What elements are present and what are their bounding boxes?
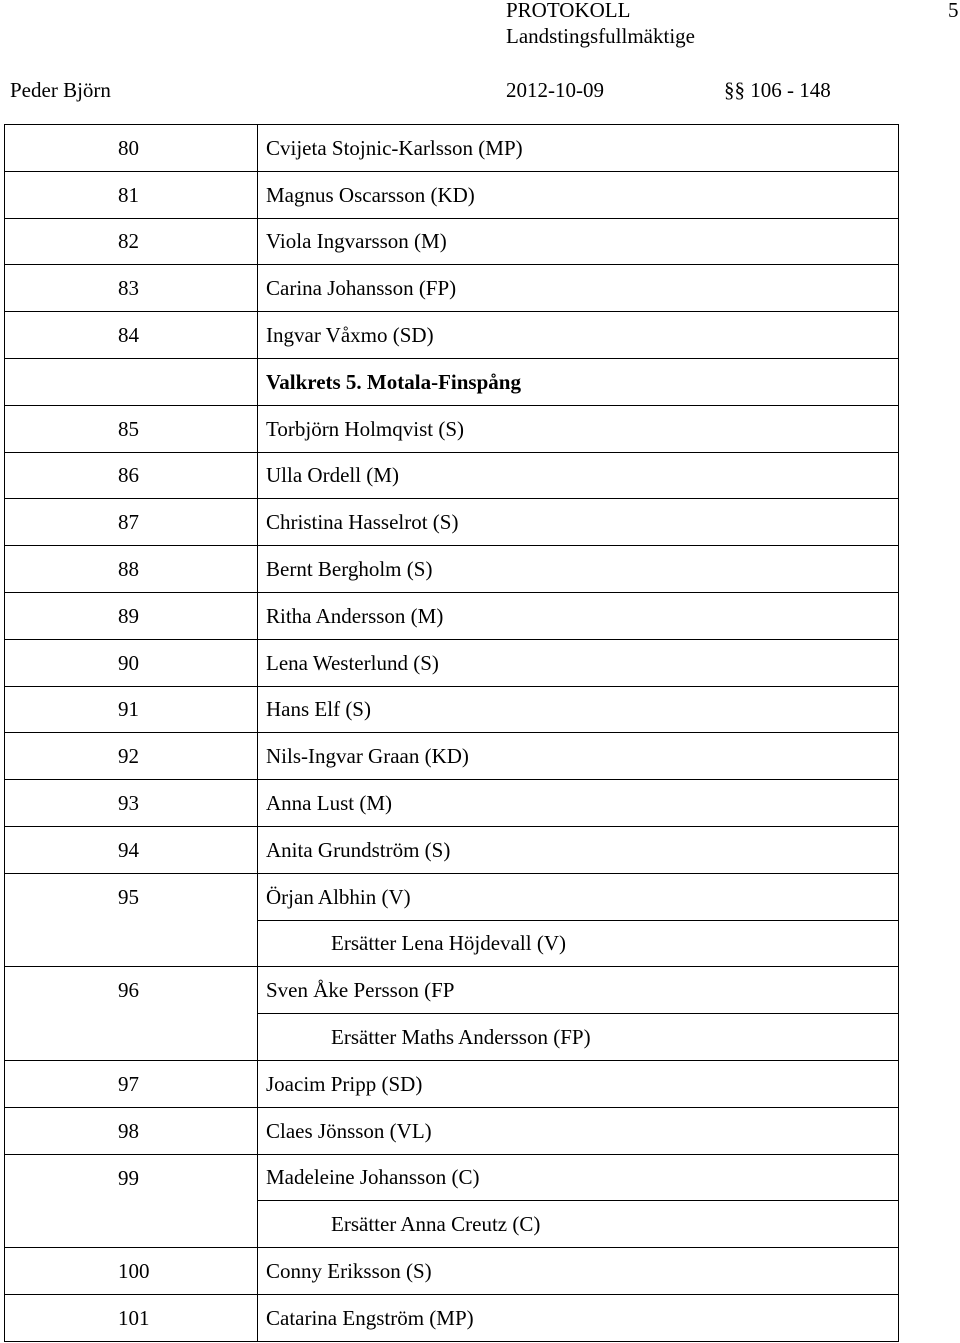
member-name: Nils-Ingvar Graan (KD) (258, 733, 899, 780)
author-name: Peder Björn (10, 78, 111, 102)
row-number-cell (5, 499, 258, 546)
row-number: 100 (118, 1259, 150, 1284)
row-number-cell (5, 967, 258, 1014)
member-name: Sven Åke Persson (FP (258, 967, 899, 1014)
table-row (5, 125, 899, 172)
table-row (5, 1248, 899, 1295)
row-number: 90 (118, 650, 139, 675)
row-number: 98 (118, 1118, 139, 1143)
member-name: Ingvar Våxmo (SD) (258, 312, 899, 359)
member-name: Claes Jönsson (VL) (258, 1107, 899, 1154)
member-name: Bernt Bergholm (S) (258, 546, 899, 593)
page-number: 5 (948, 0, 959, 22)
member-name: Joacim Pripp (SD) (258, 1060, 899, 1107)
row-number-cell (5, 312, 258, 359)
row-number: 82 (118, 229, 139, 254)
member-name: Catarina Engström (MP) (258, 1294, 899, 1341)
substitute-note: Ersätter Lena Höjdevall (V) (258, 920, 899, 967)
row-number: 92 (118, 744, 139, 769)
table-row (5, 873, 899, 920)
paragraph-range: §§ 106 - 148 (724, 78, 831, 102)
table-row (5, 826, 899, 873)
substitute-row (5, 1014, 899, 1061)
table-row (5, 171, 899, 218)
document-title: PROTOKOLL (506, 0, 631, 22)
table-row (5, 499, 899, 546)
row-number: 86 (118, 463, 139, 488)
member-name: Cvijeta Stojnic-Karlsson (MP) (258, 125, 899, 172)
row-number: 88 (118, 557, 139, 582)
row-number-cell (5, 218, 258, 265)
members-table (4, 124, 899, 1342)
row-number: 97 (118, 1071, 139, 1096)
row-number-cell (5, 546, 258, 593)
row-number-cell (5, 733, 258, 780)
row-number-cell (5, 405, 258, 452)
table-row (5, 265, 899, 312)
substitute-note: Ersätter Maths Andersson (FP) (258, 1014, 899, 1061)
table-row (5, 1107, 899, 1154)
member-name: Magnus Oscarsson (KD) (258, 171, 899, 218)
member-name: Ritha Andersson (M) (258, 592, 899, 639)
row-number-cell (5, 920, 258, 967)
row-number: 99 (118, 1165, 139, 1190)
member-name: Ulla Ordell (M) (258, 452, 899, 499)
row-number: 101 (118, 1305, 150, 1330)
row-number: 96 (118, 978, 139, 1003)
row-number-cell (5, 1107, 258, 1154)
row-number-cell (5, 265, 258, 312)
row-number-cell (5, 125, 258, 172)
row-number: 80 (118, 135, 139, 160)
member-name: Viola Ingvarsson (M) (258, 218, 899, 265)
row-number: 89 (118, 603, 139, 628)
member-name: Torbjörn Holmqvist (S) (258, 405, 899, 452)
row-number: 95 (118, 884, 139, 909)
row-number-cell (5, 1154, 258, 1201)
member-name: Madeleine Johansson (C) (258, 1154, 899, 1201)
table-row (5, 639, 899, 686)
row-number: 87 (118, 510, 139, 535)
document-subtitle: Landstingsfullmäktige (506, 24, 695, 48)
table-row (5, 780, 899, 827)
row-number-cell (5, 686, 258, 733)
row-number-cell (5, 1248, 258, 1295)
member-name: Conny Eriksson (S) (258, 1248, 899, 1295)
meeting-date: 2012-10-09 (506, 78, 604, 102)
member-name: Christina Hasselrot (S) (258, 499, 899, 546)
table-row (5, 546, 899, 593)
table-row (5, 592, 899, 639)
row-number: 83 (118, 276, 139, 301)
row-number: 84 (118, 323, 139, 348)
members-table-body (5, 125, 899, 1342)
row-number-cell (5, 171, 258, 218)
table-row (5, 452, 899, 499)
row-number: 94 (118, 837, 139, 862)
table-row (5, 312, 899, 359)
row-number: 81 (118, 182, 139, 207)
row-number: 93 (118, 791, 139, 816)
substitute-row (5, 1201, 899, 1248)
substitute-note: Ersätter Anna Creutz (C) (258, 1201, 899, 1248)
row-number-cell (5, 826, 258, 873)
table-row (5, 405, 899, 452)
member-name: Lena Westerlund (S) (258, 639, 899, 686)
row-number-cell (5, 452, 258, 499)
member-name: Anita Grundström (S) (258, 826, 899, 873)
row-number-cell (5, 1060, 258, 1107)
substitute-row (5, 920, 899, 967)
table-row (5, 1060, 899, 1107)
row-number-cell (5, 1294, 258, 1341)
member-name: Anna Lust (M) (258, 780, 899, 827)
row-number: 85 (118, 416, 139, 441)
row-number-cell (5, 358, 258, 405)
table-row (5, 1154, 899, 1201)
row-number-cell (5, 592, 258, 639)
member-name: Hans Elf (S) (258, 686, 899, 733)
row-number-cell (5, 639, 258, 686)
table-row (5, 733, 899, 780)
section-heading: Valkrets 5. Motala-Finspång (258, 358, 899, 405)
row-number-cell (5, 1014, 258, 1061)
table-row (5, 218, 899, 265)
section-row (5, 358, 899, 405)
table-row (5, 686, 899, 733)
row-number: 91 (118, 697, 139, 722)
table-row (5, 967, 899, 1014)
member-name: Örjan Albhin (V) (258, 873, 899, 920)
row-number-cell (5, 1201, 258, 1248)
member-name: Carina Johansson (FP) (258, 265, 899, 312)
row-number-cell (5, 780, 258, 827)
table-row (5, 1294, 899, 1341)
row-number-cell (5, 873, 258, 920)
